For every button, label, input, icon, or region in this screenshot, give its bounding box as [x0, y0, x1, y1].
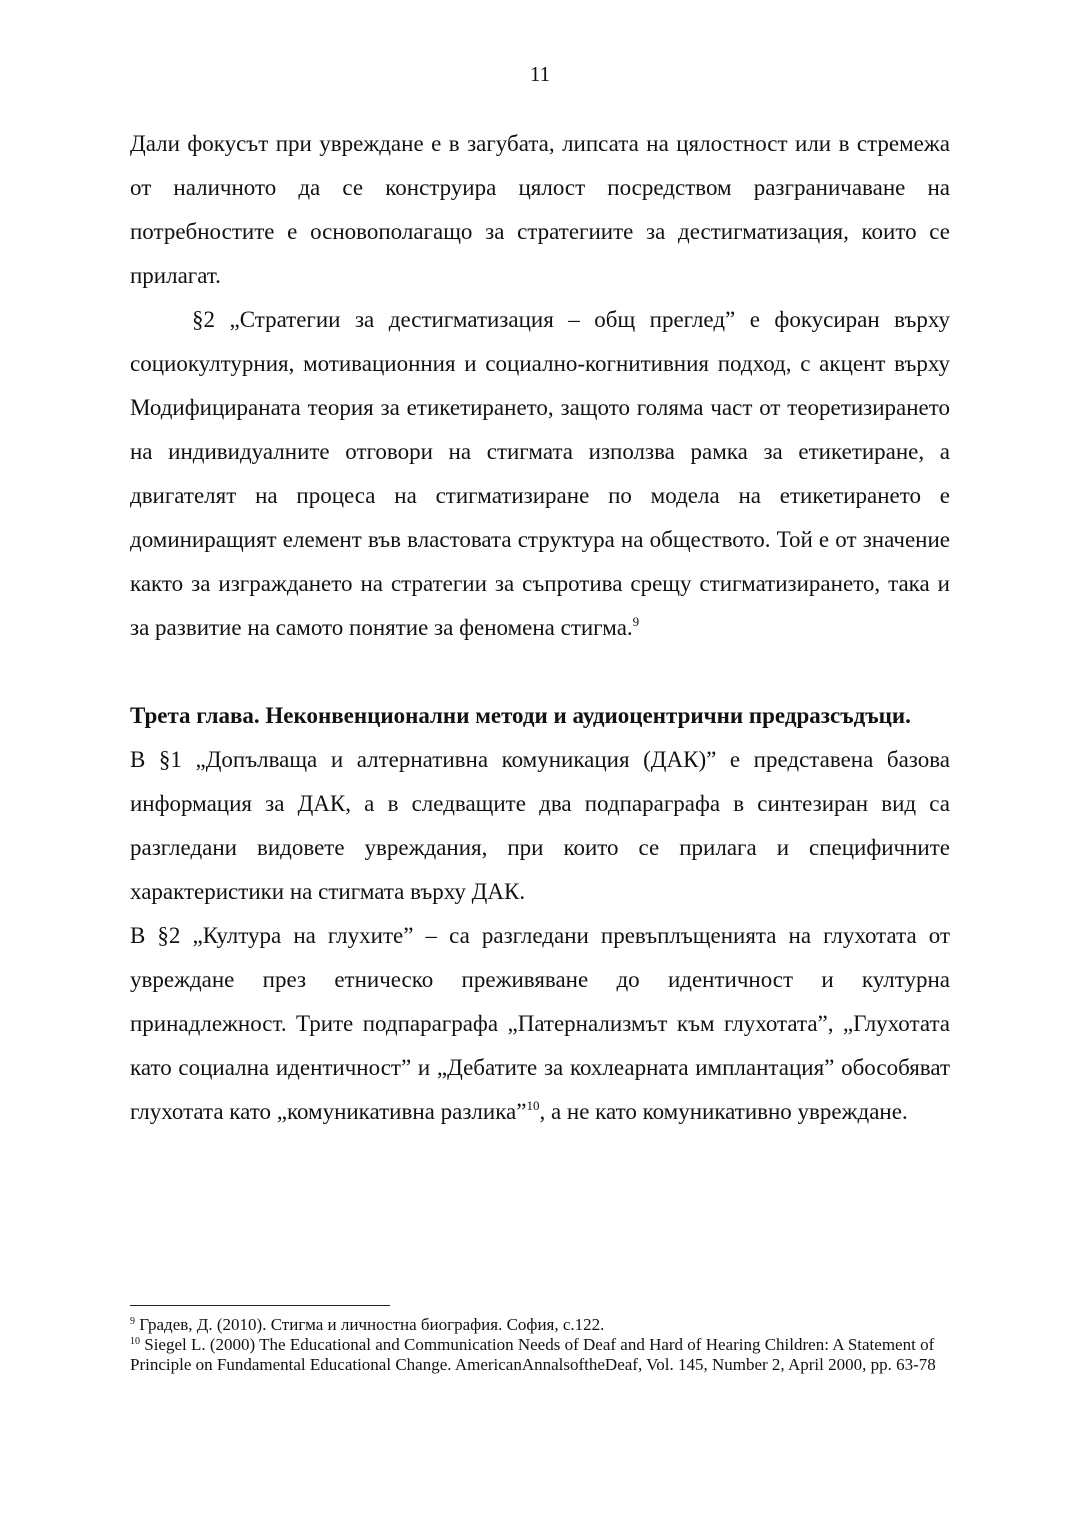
footnote-ref-9[interactable]: 9 [632, 614, 640, 629]
paragraph-deaf-culture [130, 914, 950, 1134]
main-text [130, 122, 950, 1134]
footnote-9 [130, 1315, 950, 1335]
footnote-ref-10[interactable]: 10 [526, 1098, 540, 1113]
paragraph-intro [130, 122, 950, 298]
footnote-number: 10 [130, 1336, 140, 1347]
paragraph-aac-text: В §1 „Допълваща и алтернативна комуникация (ДАК)” е представена базова информация за ДАК, а в следващите два подпараграфа в синтезиран вид са разгледани видовете увреждания, при които се прилага и специфичните характеристики на стигмата върху ДАК. [130, 747, 950, 904]
paragraph-deaf-culture-end: , а не като комуникативно увреждане. [539, 1099, 908, 1124]
footnote-text: Siegel L. (2000) The Educational and Communication Needs of Deaf and Hard of Hearing Children: A Statement of Principle on Fundamental Educational Change. AmericanAnnalsoftheDeaf, Vol. 145, Number 2, April 2000, pp. 63-78 [130, 1335, 936, 1374]
page-number: 11 [529, 62, 551, 86]
chapter-heading: Трета глава. Неконвенционални методи и аудиоцентрични предразсъдъци. [130, 703, 911, 728]
footnote-text: Градев, Д. (2010). Стигма и личностна биография. София, с.122. [135, 1315, 605, 1334]
paragraph-aac [130, 738, 950, 914]
footnotes [130, 1315, 950, 1375]
footnote-separator [130, 1305, 390, 1306]
paragraph-destigmatization-text: §2 „Стратегии за дестигматизация – общ преглед” е фокусиран върху социокултурния, мотивационния и социално-когнитивния подход, с акцент върху Модифицираната теория за етикетирането, защото голяма част от теоретизирането на индивидуалните отговори на стигмата използва рамка за етикетиране, а двигателят на процеса на стигматизиране по модела на етикетирането е доминиращият елемент във властовата структура на обществото. Той е от значение както за изграждането на стратегии за съпротива срещу стигматизирането, така и за развитие на самото понятие за феномена стигма. [130, 307, 950, 640]
paragraph-destigmatization-strategies [130, 298, 950, 650]
paragraph-deaf-culture-text: В §2 „Култура на глухите” – са разгледани превъплъщенията на глухотата от увреждане през етническо преживяване до идентичност и културна принадлежност. Трите подпараграфа „Патернализмът към глухотата”, „Глухотата като социална идентичност” и „Дебатите за кохлеарната имплантация” обособяват глухотата като „комуникативна разлика” [130, 923, 950, 1124]
footnote-number: 9 [130, 1316, 135, 1327]
paragraph-intro-text: Дали фокусът при увреждане е в загубата, липсата на цялостност или в стремежа от наличното да се конструира цялост посредством разграничаване на потребностите е основополагащо за стратегиите за дестигматизация, които се прилагат. [130, 131, 950, 288]
footnote-10 [130, 1335, 950, 1375]
section-spacer [130, 650, 950, 694]
